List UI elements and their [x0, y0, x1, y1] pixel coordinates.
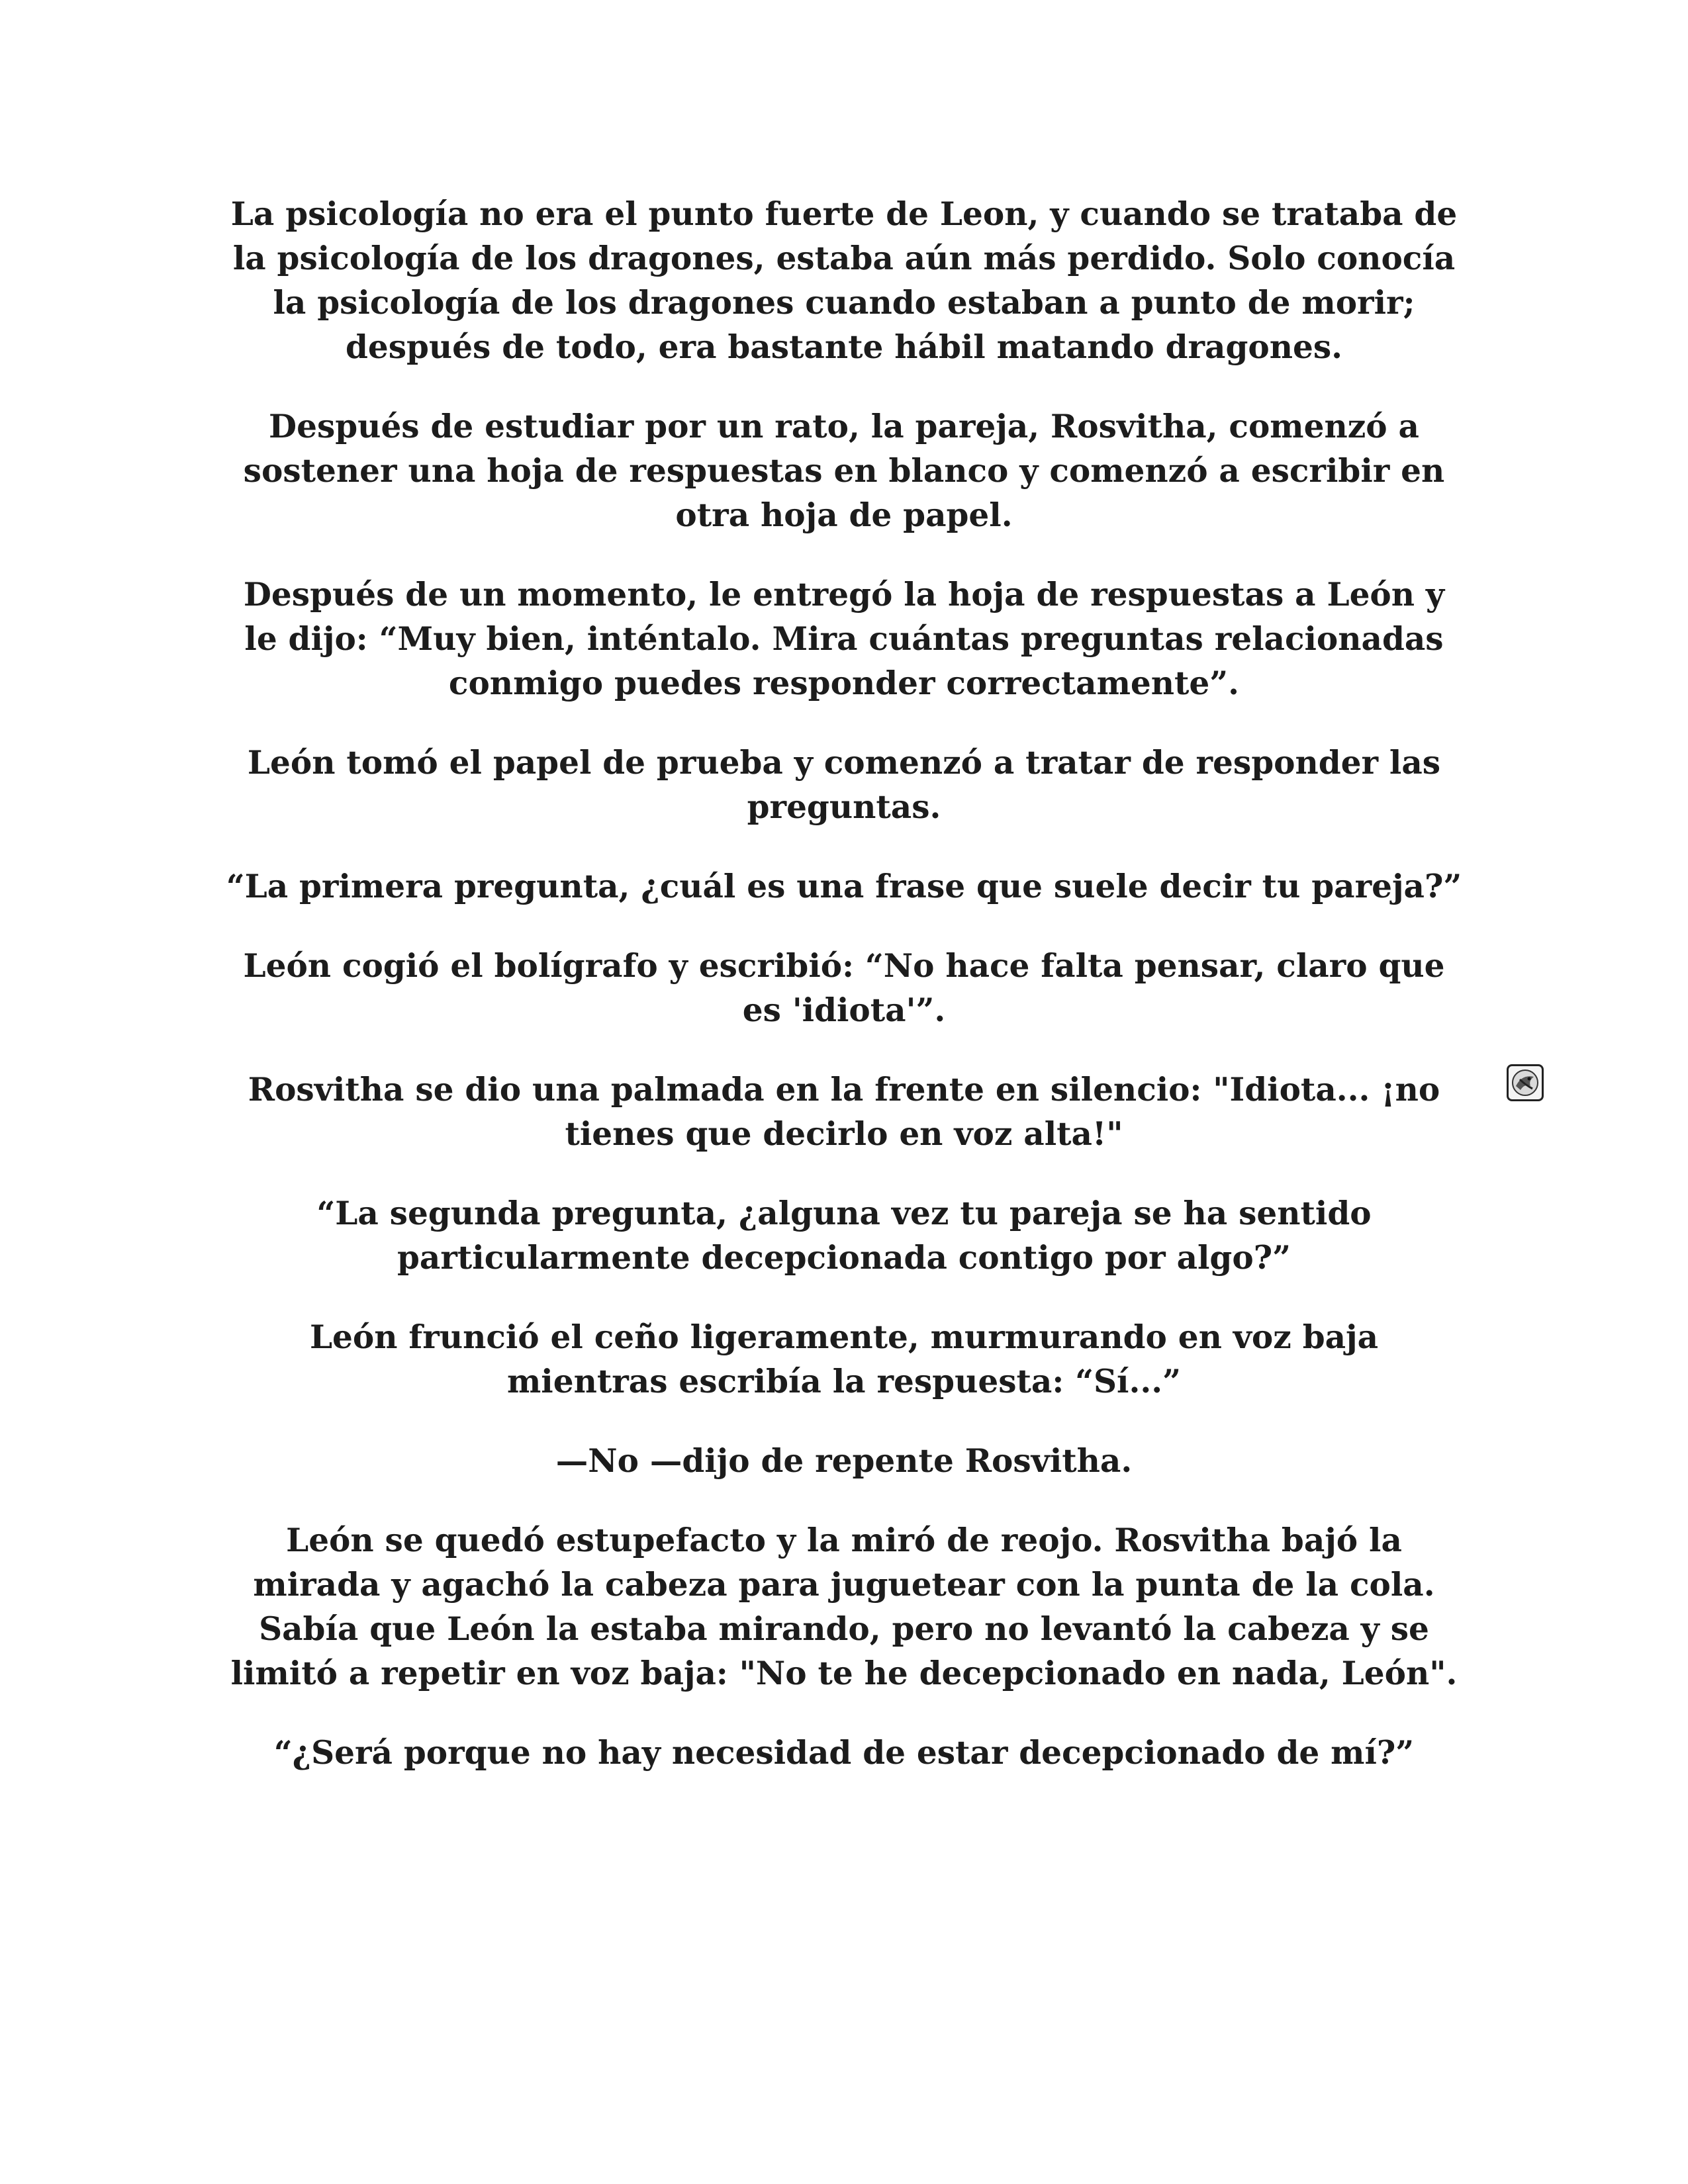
paragraph-6: León cogió el bolígrafo y escribió: “No hace falta pensar, claro que es 'idiota'”.	[243, 947, 1445, 1029]
paragraph-12: “¿Será porque no hay necesidad de estar decepcionado de mí?”	[273, 1734, 1415, 1772]
paragraph-7: Rosvitha se dio una palmada en la frente en silencio: "Idiota... ¡no tienes que decirlo en voz alta!"	[248, 1071, 1440, 1153]
logo-badge-graphic	[1509, 1066, 1542, 1099]
paragraph-1: La psicología no era el punto fuerte de Leon, y cuando se trataba de la psicología de los dragones, estaba aún más perdido. Solo conocía la psicología de los dragones cuando estaban a punto de morir; después de todo, era bastante hábil matando dragones.	[230, 195, 1458, 366]
document-body	[225, 192, 1463, 1810]
paragraph-4: León tomó el papel de prueba y comenzó a tratar de responder las preguntas.	[247, 744, 1441, 826]
paragraph-3: Después de un momento, le entregó la hoja de respuestas a León y le dijo: “Muy bien, inténtalo. Mira cuántas preguntas relacionadas conmigo puedes responder correctamente”.	[243, 576, 1445, 702]
paragraph-10: —No —dijo de repente Rosvitha.	[555, 1442, 1133, 1480]
paragraph-2: Después de estudiar por un rato, la pareja, Rosvitha, comenzó a sostener una hoja de respuestas en blanco y comenzó a escribir en otra hoja de papel.	[243, 408, 1445, 534]
paragraph-11: León se quedó estupefacto y la miró de reojo. Rosvitha bajó la mirada y agachó la cabeza para juguetear con la punta de la cola. Sabía que León la estaba mirando, pero no levantó la cabeza y se limitó a repetir en voz baja: "No te he decepcionado en nada, León".	[230, 1522, 1458, 1692]
paragraph-9: León frunció el ceño ligeramente, murmurando en voz baja mientras escribía la respuesta: “Sí...”	[309, 1318, 1379, 1400]
paragraph-5: “La primera pregunta, ¿cuál es una frase que suele decir tu pareja?”	[226, 868, 1462, 905]
logo-badge-icon	[1507, 1064, 1544, 1101]
paragraph-8: “La segunda pregunta, ¿alguna vez tu pareja se ha sentido particularmente decepcionada contigo por algo?”	[316, 1195, 1372, 1277]
